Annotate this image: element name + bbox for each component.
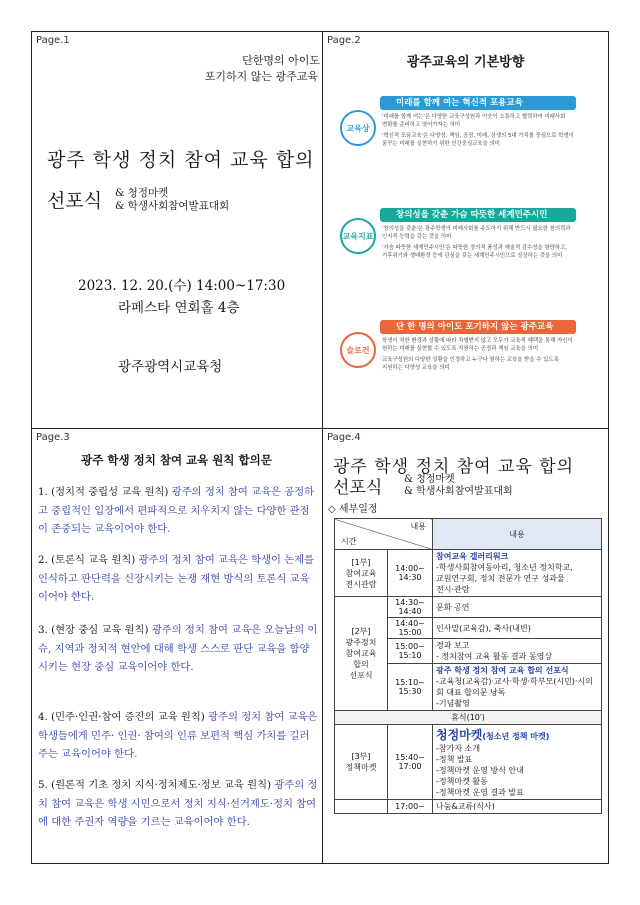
bar-goal: 창의성을 갖춘 가슴 따뜻한 세계민주시민 xyxy=(380,208,576,222)
detail-schedule-label: ◇ 세부일정 xyxy=(328,504,378,515)
event-venue: 라페스타 연회홀 4층 xyxy=(118,300,240,316)
vision-line4: 꿈꾸는 미래를 실현하기 위한 인간중심교육을 의미 xyxy=(382,140,500,147)
slogan-line-b: 원하는 미래를 실현할 수 있도록 지원하는 공정과 책임 교육을 의미 xyxy=(382,345,539,352)
time-cell: 14:40~ 15:00 xyxy=(388,618,433,639)
market-detail: -참가자 소개 -정책 발표 -정책마켓 운영 방식 안내 -정책마켓 활동 -정책마켓 운영 결과 발표 xyxy=(436,744,524,797)
gallery-detail: -학생사회참여동아리, 청소년 정치학교, 교원연구회, 정치 전문가 연구 성과물 전시·관람 xyxy=(436,563,573,594)
table-row xyxy=(335,711,602,725)
event-title2: 선포식 xyxy=(47,190,103,212)
bar-vision: 미래를 함께 여는 혁신적 포용교육 xyxy=(380,96,576,110)
p4-title2: 선포식 xyxy=(333,478,383,498)
report-detail: - 정치참여 교육 활동 결과 동영상 xyxy=(436,652,553,661)
principle-4-body: 광주의 정치 참여 교육은 학생들에게 민주· 인권· 참여의 인류 보편적 핵심 가치를 길러주는 교육이어야 한다. xyxy=(38,711,318,760)
cheong-market-sub: (청소년 정책 마켓) xyxy=(482,732,550,741)
subtitle-2: & 학생사회참여발표대회 xyxy=(115,200,230,212)
card-goal xyxy=(340,208,602,272)
time-cell: 14:00~ 14:30 xyxy=(388,550,433,597)
event-date: 2023. 12. 20.(수) 14:00~17:30 xyxy=(78,278,286,294)
header-time: 시간 xyxy=(341,537,357,546)
principle-2-body: 광주의 정치 참여 교육은 학생이 논제를 인식하고 판단력을 신장시키는 논쟁 재현 방식의 토론식 교육이어야 한다. xyxy=(38,554,315,603)
content-cell: 인사말(교육감), 축사(내빈) xyxy=(433,618,602,639)
time-cell: 15:10~ 15:30 xyxy=(388,664,433,711)
header-right: 내용 xyxy=(433,519,602,550)
page3-label: Page.3 xyxy=(36,432,70,443)
content-cell xyxy=(433,550,602,597)
declaration-title: 광주 학생 정치 참여 교육 합의 선포식 xyxy=(436,666,569,675)
table-row xyxy=(335,725,602,800)
vision-line3: '혁신적 포용교육'은 다양성, 책임, 공정, 미래, 상생의 5대 가치를 중심으로 학생이 xyxy=(382,133,574,139)
time-cell: 15:00~ 15:10 xyxy=(388,639,433,664)
table-row xyxy=(335,550,602,597)
content-cell xyxy=(433,664,602,711)
table-header xyxy=(335,519,602,550)
header-content: 내용 xyxy=(410,522,426,531)
cheong-market: 청정마켓 xyxy=(436,728,483,742)
principle-2-head: 2. (토론식 교육 원칙) xyxy=(38,554,136,566)
slogan-line1: 단한명의 아이도 xyxy=(242,54,320,67)
badge-vision: 교육상 xyxy=(340,110,376,146)
schedule-table xyxy=(334,518,602,814)
slogan-line2: 포기하지 않는 광주교육 xyxy=(204,70,318,83)
p4-title: 광주 학생 정치 참여 교육 합의 xyxy=(333,457,575,477)
page3-heading: 광주 학생 정치 참여 교육 원칙 합의문 xyxy=(81,453,272,467)
content-cell xyxy=(433,725,602,800)
slogan-line-d: 지원하는 다양성 교육을 의미 xyxy=(382,364,450,371)
bar-slogan: 단 한 명의 아이도 포기하지 않는 광주교육 xyxy=(380,320,576,334)
card-slogan xyxy=(340,320,602,384)
content-cell: 문화 공연 xyxy=(433,597,602,618)
principle-1-body: 광주의 정치 참여 교육은 공정하고 중립적인 입장에서 편파적으로 치우치지 않는 다양한 관점이 존중되는 교육이어야 한다. xyxy=(38,486,315,535)
table-row xyxy=(335,800,602,814)
badge-goal: 교육지표 xyxy=(340,218,376,254)
principle-4-head: 4. (민주·인권·참여 증진의 교육 원칙) xyxy=(38,711,205,723)
rest-row: 휴식(10′) xyxy=(335,711,602,725)
part3-cell: [3부] 정책마켓 xyxy=(335,725,388,800)
part2-cell: [2부] 광주정치 참여교육 합의 선포식 xyxy=(335,597,388,711)
organizer: 광주광역시교육청 xyxy=(118,359,223,375)
text-slogan xyxy=(382,338,602,372)
principle-3-body: 광주의 정치 참여 교육은 오늘날의 이슈, 지역과 정치적 현안에 대해 학생 스스로 판단 교육을 함양시키는 현장 중심 교육이어야 한다. xyxy=(38,624,318,673)
principle-4 xyxy=(38,708,318,764)
text-vision xyxy=(382,114,602,148)
divider-vertical xyxy=(322,31,323,864)
page2-label: Page.2 xyxy=(327,35,361,46)
slogan-line-c: 교육구성원의 다양한 상황을 인정하고 누구나 원하는 교육을 받을 수 있도록 xyxy=(382,357,559,363)
principle-2 xyxy=(38,551,318,607)
vision-line1: '미래를 함께 여는'은 다양한 교육구성원과 이웃이 소통하고 협력하여 미래사회 xyxy=(382,114,566,120)
page1-label: Page.1 xyxy=(36,35,70,46)
principle-5-body: 광주의 정치 참여 교육은 학생 시민으로서 정치 지식·선거제도·정치 참여에 대한 주권자 역량을 기르는 교육이어야 한다. xyxy=(38,779,318,828)
divider-horizontal xyxy=(31,428,609,429)
goal-line2: 인지적 능력을 갖는 것을 의미 xyxy=(382,233,452,240)
goal-line4: 기후위기와 생태환경 등에 관심을 갖는 세계민주시민으로 성장하는 것을 의미 xyxy=(382,252,563,259)
time-cell: 14:30~ 14:40 xyxy=(388,597,433,618)
part1-cell: [1부] 참여교육 전시관람 xyxy=(335,550,388,597)
header-diagonal xyxy=(335,519,433,550)
goal-line3: '가슴 따뜻한 세계민주시민'은 따뜻한 정의적 품성과 예술적 감수성을 함양하고, xyxy=(382,245,568,251)
principle-1-head: 1. (정치적 중립성 교육 원칙) xyxy=(38,486,169,498)
principle-3-head: 3. (현장 중심 교육 원칙) xyxy=(38,624,149,636)
p4-subtitle xyxy=(404,474,513,498)
p4-subtitle-1: & 청정마켓 xyxy=(404,474,455,485)
content-cell xyxy=(433,639,602,664)
text-goal xyxy=(382,226,602,260)
page2-heading: 광주교육의 기본방향 xyxy=(406,55,525,70)
principle-1 xyxy=(38,483,318,539)
principle-3 xyxy=(38,621,318,677)
time-cell: 15:40~ 17:00 xyxy=(388,725,433,800)
event-title: 광주 학생 정치 참여 교육 합의 xyxy=(47,149,315,171)
empty-cell xyxy=(335,800,388,814)
card-vision xyxy=(340,96,602,156)
principle-5-head: 5. (원론적 기초 정치 지식·정치제도·정보 교육 원칙) xyxy=(38,779,272,791)
goal-line1: '창의성을 갖춘'은 광주학생이 미래사회를 주도하기 위해 반드시 필요한 창의력과 xyxy=(382,226,571,232)
report-title: 경과 보고 xyxy=(436,641,470,650)
gallery-walk: 참여교육 갤러리워크 xyxy=(436,552,509,561)
vision-line2: 변화를 준비하고 열어가자는 의미 xyxy=(382,121,461,128)
page4-label: Page.4 xyxy=(327,432,361,443)
principle-5 xyxy=(38,776,318,832)
slogan-line-a: 학생이 처한 환경과 상황에 따라 차별받지 않고 모두가 교육적 혜택을 통해 자신이 xyxy=(382,338,573,344)
time-cell: 17:00~ xyxy=(388,800,433,814)
declaration-detail: -교육청(교육감)·교사·학생·학부모(시민)·시의 회 대표 합의문 낭독 -기념촬영 xyxy=(436,677,593,708)
event-subtitle xyxy=(115,187,229,213)
subtitle-1: & 청정마켓 xyxy=(115,187,169,199)
p4-subtitle-2: & 학생사회참여발표대회 xyxy=(404,486,513,497)
table-row xyxy=(335,597,602,618)
badge-slogan: 슬로건 xyxy=(340,332,376,368)
content-cell: 나눔&교류(식사) xyxy=(433,800,602,814)
